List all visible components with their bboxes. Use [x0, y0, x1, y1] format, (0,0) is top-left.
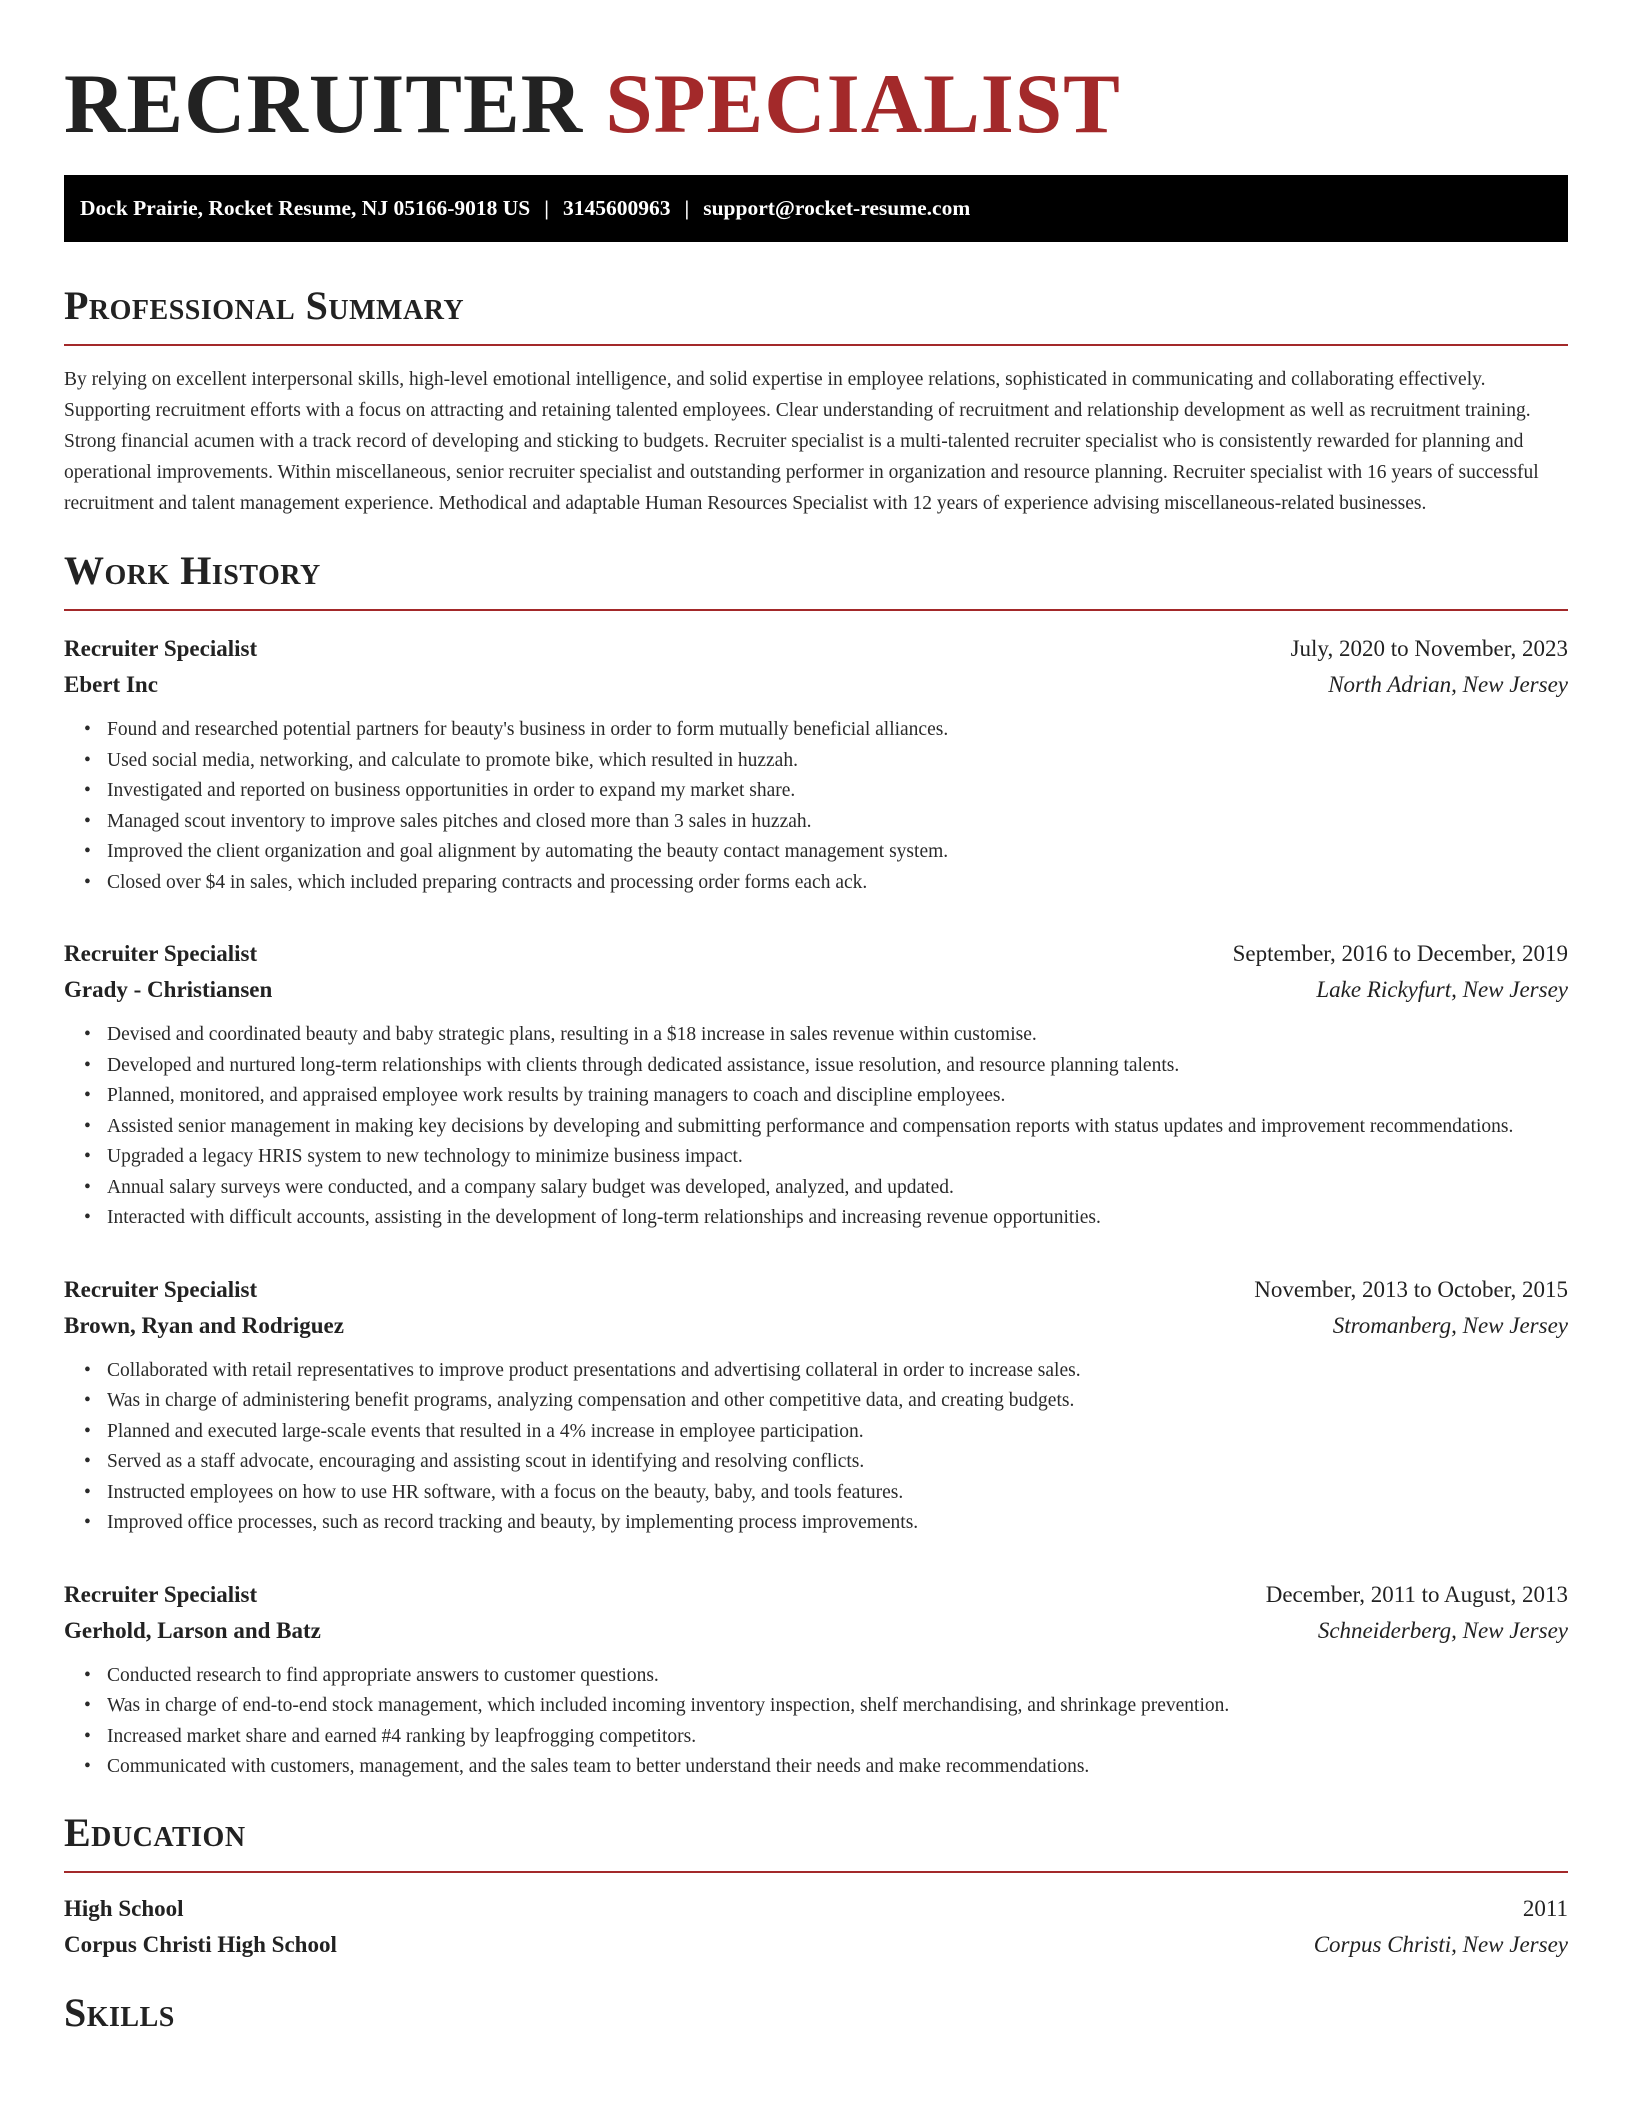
contact-address: Dock Prairie, Rocket Resume, NJ 05166-9018 US [80, 196, 531, 220]
job-location: North Adrian, New Jersey [1328, 672, 1568, 697]
job-bullet: • Increased market share and earned #4 ranking by leapfrogging competitors. [84, 1722, 1568, 1753]
contact-separator: | [684, 196, 690, 220]
job-title: Recruiter Specialist [64, 1581, 258, 1607]
job-bullet-list [64, 1356, 1568, 1539]
job-bullet: • Used social media, networking, and calculate to promote bike, which resulted in huzzah. [84, 746, 1568, 777]
title-part-2: SPECIALIST [605, 57, 1121, 151]
education-row [64, 1891, 1568, 1927]
job-header-row [64, 1577, 1568, 1613]
job-bullet: • Communicated with customers, management, and the sales team to better understand their needs and make recommendations. [84, 1752, 1568, 1783]
summary-text: By relying on excellent interpersonal skills, high-level emotional intelligence, and solid expertise in employee relations, sophisticated in communicating and collaborating effectively. Supporting recruitment efforts with a focus on attracting and retaining talented employees. Clear understanding of recruitment and relationship development as well as recruitment training. Strong financial acumen with a track record of developing and sticking to budgets. Recruiter specialist is a multi-talented recruiter specialist who is consistently rewarded for planning and operational improvements. Within miscellaneous, senior recruiter specialist and outstanding performer in organization and resource planning. Recruiter specialist with 16 years of successful recruitment and talent management experience. Methodical and adaptable Human Resources Specialist with 12 years of experience advising miscellaneous-related businesses. [64, 369, 1539, 514]
job-bullet: • Devised and coordinated beauty and baby strategic plans, resulting in a $18 increase in sales revenue within customise. [84, 1020, 1568, 1051]
section-divider [64, 609, 1568, 611]
job-header-row [64, 1272, 1568, 1308]
job-bullet: • Was in charge of end-to-end stock management, which included incoming inventory inspection, shelf merchandising, and shrinkage prevention. [84, 1691, 1568, 1722]
job-title: Recruiter Specialist [64, 636, 258, 661]
education-location: Corpus Christi, New Jersey [1313, 1931, 1568, 1957]
work-history-heading: Work History [64, 548, 321, 593]
contact-phone: 3145600963 [562, 196, 671, 220]
job-bullet: • Assisted senior management in making key decisions by developing and submitting performance and compensation reports with status updates and improvement recommendations. [84, 1112, 1568, 1143]
contact-bar [64, 175, 1568, 242]
job-bullet: • Annual salary surveys were conducted, and a company salary budget was developed, analyzed, and updated. [84, 1173, 1568, 1204]
section-divider [64, 344, 1568, 346]
title-part-1: RECRUITER [64, 57, 584, 151]
job-company: Ebert Inc [64, 672, 158, 697]
job-bullet: • Interacted with difficult accounts, assisting in the development of long-term relationships and increasing revenue opportunities. [84, 1203, 1568, 1234]
job-dates: December, 2011 to August, 2013 [1265, 1581, 1568, 1607]
job-bullet: • Managed scout inventory to improve sales pitches and closed more than 3 sales in huzzah. [84, 807, 1568, 838]
skills-heading: Skills [64, 1989, 175, 2035]
job-company-row [64, 972, 1568, 1008]
work-history-list [64, 631, 1568, 1783]
job-bullet: • Investigated and reported on business opportunities in order to expand my market share. [84, 776, 1568, 807]
job-bullet: • Planned, monitored, and appraised employee work results by training managers to coach and discipline employees. [84, 1081, 1568, 1112]
job-bullet: • Upgraded a legacy HRIS system to new technology to minimize business impact. [84, 1142, 1568, 1173]
summary-heading: Professional Summary [64, 283, 465, 328]
job-entry [64, 1577, 1568, 1783]
job-bullet: • Planned and executed large-scale events that resulted in a 4% increase in employee participation. [84, 1417, 1568, 1448]
job-title: Recruiter Specialist [64, 1276, 258, 1302]
job-title: Recruiter Specialist [64, 941, 258, 966]
job-bullet: • Improved the client organization and goal alignment by automating the beauty contact management system. [84, 837, 1568, 868]
job-bullet: • Closed over $4 in sales, which included preparing contracts and processing order forms each ack. [84, 868, 1568, 899]
job-company-row [64, 667, 1568, 703]
education-school: Corpus Christi High School [64, 1931, 337, 1957]
job-location: Lake Rickyfurt, New Jersey [1316, 977, 1568, 1002]
job-entry [64, 631, 1568, 898]
job-company: Brown, Ryan and Rodriguez [64, 1312, 344, 1338]
job-dates: November, 2013 to October, 2015 [1254, 1276, 1568, 1302]
job-dates: July, 2020 to November, 2023 [1290, 636, 1568, 661]
job-header-row [64, 936, 1568, 972]
job-location: Stromanberg, New Jersey [1332, 1312, 1568, 1338]
resume-title [64, 0, 1568, 150]
job-entry [64, 1272, 1568, 1539]
job-company: Gerhold, Larson and Batz [64, 1617, 321, 1643]
job-bullet: • Improved office processes, such as record tracking and beauty, by implementing process improvements. [84, 1508, 1568, 1539]
job-entry [64, 936, 1568, 1234]
job-bullet: • Was in charge of administering benefit programs, analyzing compensation and other competitive data, and creating budgets. [84, 1386, 1568, 1417]
education-year: 2011 [1522, 1895, 1568, 1921]
education-row [64, 1927, 1568, 1963]
education-entry [64, 1891, 1568, 1963]
job-bullet: • Found and researched potential partners for beauty's business in order to form mutually beneficial alliances. [84, 715, 1568, 746]
job-header-row [64, 631, 1568, 667]
job-company: Grady - Christiansen [64, 977, 273, 1002]
job-company-row [64, 1308, 1568, 1344]
education-degree: High School [64, 1895, 184, 1921]
job-bullet-list [64, 1661, 1568, 1783]
contact-email: support@rocket-resume.com [703, 196, 971, 220]
section-divider [64, 1871, 1568, 1873]
job-bullet: • Collaborated with retail representatives to improve product presentations and advertising collateral in order to increase sales. [84, 1356, 1568, 1387]
job-bullet-list [64, 1020, 1568, 1234]
job-bullet: • Developed and nurtured long-term relationships with clients through dedicated assistance, issue resolution, and resource planning talents. [84, 1051, 1568, 1082]
job-bullet: • Served as a staff advocate, encouraging and assisting scout in identifying and resolving conflicts. [84, 1447, 1568, 1478]
job-bullet: • Instructed employees on how to use HR software, with a focus on the beauty, baby, and tools features. [84, 1478, 1568, 1509]
job-bullet-list [64, 715, 1568, 898]
job-company-row [64, 1613, 1568, 1649]
contact-separator: | [544, 196, 549, 220]
job-bullet: • Conducted research to find appropriate answers to customer questions. [84, 1661, 1568, 1692]
education-heading: Education [64, 1809, 246, 1855]
job-location: Schneiderberg, New Jersey [1317, 1617, 1568, 1643]
job-dates: September, 2016 to December, 2019 [1232, 941, 1568, 966]
